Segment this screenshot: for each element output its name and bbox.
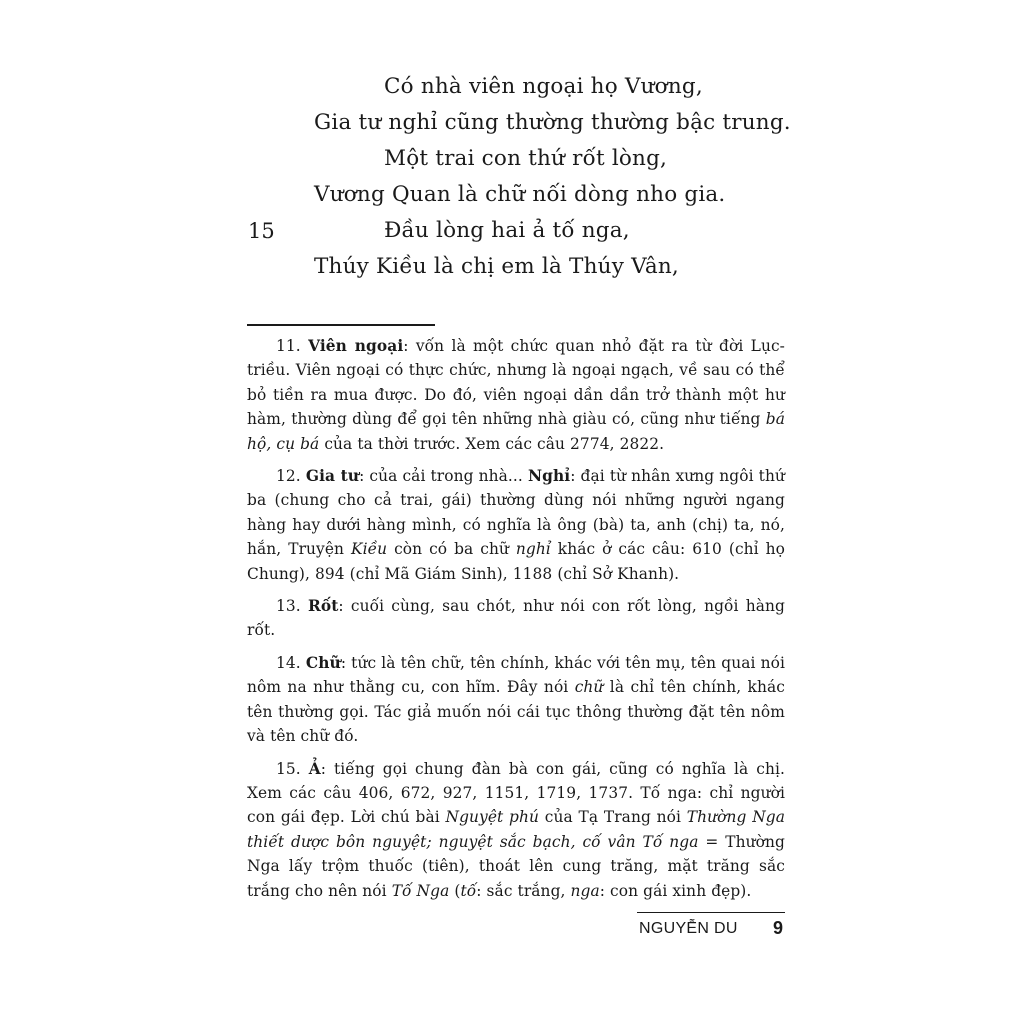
footer-author: NGUYỄN DU [639, 920, 738, 937]
note-term: Ả [308, 759, 321, 778]
verse-line-4: Vương Quan là chữ nối dòng nho gia. [314, 182, 726, 207]
note-number: 12. [276, 467, 301, 486]
footer-divider [637, 912, 785, 913]
verse-line-2: Gia tư nghỉ cũng thường thường bậc trung. [314, 110, 791, 135]
note-number: 14. [276, 653, 301, 672]
footnote-divider [247, 324, 435, 326]
note-term: Nghỉ [527, 467, 571, 486]
note-term: Viên ngoại [308, 337, 404, 355]
page-number: 9 [773, 918, 784, 938]
verse-line-6: Thúy Kiều là chị em là Thúy Vân, [314, 254, 679, 279]
footnote-11: 11. Viên ngoại: vốn là một chức quan nhỏ đặt ra từ đời Lục-triều. Viên ngoại có thực chức, nhưng là ngoại ngạch, về sau có thể bỏ tiền ra mua được. Do đó, viên ngoại dần dần trở thành một hư hàm, thường dùng để gọi tên những nhà giàu có, cũng như tiếng bá hộ, cụ bá của ta thời trước. Xem các câu 2774, 2822. [247, 337, 785, 453]
footnote-14: 14. Chữ: tức là tên chữ, tên chính, khác với tên mụ, tên quai nói nôm na như thằng cu, con hĩm. Đây nói chữ là chỉ tên chính, khác tên thường gọi. Tác giả muốn nói cái tục thông thường đặt tên nôm và tên chữ đó. [247, 653, 785, 746]
note-number: 11. [276, 337, 301, 355]
note-term: Rốt [307, 597, 339, 616]
line-number: 15 [248, 219, 275, 243]
note-term: Gia tư [305, 467, 360, 486]
verse-line-1: Có nhà viên ngoại họ Vương, [384, 74, 703, 99]
note-term: Chữ [305, 653, 341, 672]
footnote-12: 12. Gia tư: của cải trong nhà... Nghỉ: đại từ nhân xưng ngôi thứ ba (chung cho cả trai, gái) thường dùng nói những người ngang hàng hay dưới hàng mình, có nghĩa là ông (bà) ta, anh (chị) ta, nó, hắn, Truyện Kiều còn có ba chữ nghỉ khác ở các câu: 610 (chỉ họ Chung), 894 (chỉ Mã Giám Sinh), 1188 (chỉ Sở Khanh). [247, 467, 785, 583]
footnotes [247, 334, 785, 911]
footnote-13: 13. Rốt: cuối cùng, sau chót, như nói con rốt lòng, ngồi hàng rốt. [247, 597, 785, 640]
note-number: 15. [276, 759, 301, 778]
note-number: 13. [276, 597, 301, 616]
verse-line-3: Một trai con thứ rốt lòng, [384, 146, 668, 171]
footnote-15: 15. Ả: tiếng gọi chung đàn bà con gái, cũng có nghĩa là chị. Xem các câu 406, 672, 927, 1151, 1719, 1737. Tố nga: chỉ người con gái đẹp. Lời chú bài Nguyệt phú của Tạ Trang nói Thường Nga thiết dược bôn nguyệt; nguyệt sắc bạch, cố vân Tố nga = Thường Nga lấy trộm thuốc (tiên), thoát lên cung trăng, mặt trăng sắc trắng cho nên nói Tố Nga (tố: sắc trắng, nga: con gái xinh đẹp). [247, 759, 786, 900]
verse-line-5: Đầu lòng hai ả tố nga, [384, 218, 630, 243]
